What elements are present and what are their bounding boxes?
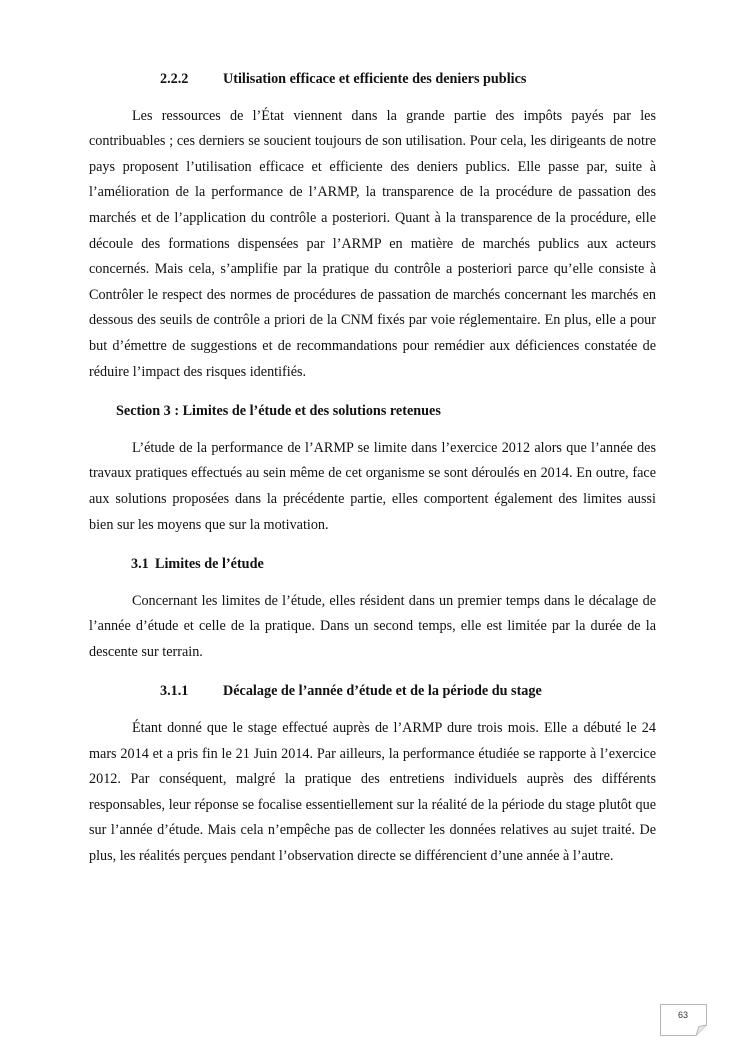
paragraph-3-1: Concernant les limites de l’étude, elles résident dans un premier temps dans le décalage de l’année d’étude et celle de la pratique. Dans un second temps, elle est limitée par la durée de la descente sur terrain. [89,592,656,660]
heading-title: Utilisation efficace et efficiente des deniers publics [223,71,527,87]
paragraph-3-1-1: Étant donné que le stage effectué auprès de l’ARMP dure trois mois. Elle a débuté le 24 mars 2014 et a pris fin le 21 Juin 2014. Par ailleurs, la performance étudiée se rapporte à l’exercice 2012. Par conséquent, malgré la pratique des entretiens individuels auprès des différents responsables, leur réponse se focalise essentiellement sur la réalité de la période du stage plutôt que sur l’année d’étude. Mais cela n’empêche pas de collecter les données relatives au sujet traité. De plus, les réalités perçues pendant l’observation directe se différencient d’une année à l’autre. [89,720,656,865]
heading-2-2-2 [89,67,656,93]
page-content [89,67,656,870]
heading-number: 2.2.2 [160,71,189,87]
page-number-box [660,1004,708,1036]
heading-3-1-1 [89,679,656,705]
heading-title: Décalage de l’année d’étude et de la période du stage [223,683,542,700]
heading-number: 3.1.1 [160,683,189,700]
heading-3-1 [89,552,656,578]
page-curl-icon [660,1004,708,1036]
heading-title: Limites de l’étude [155,556,264,573]
heading-section-3 [89,399,656,425]
page-number: 63 [677,1010,688,1020]
paragraph-section-3: L’étude de la performance de l’ARMP se limite dans l’exercice 2012 alors que l’année des travaux pratiques effectués au sein même de cet organisme se sont déroulés en 2014. En outre, face aux solutions proposées dans la précédente partie, elles comportent également des limites aussi bien sur les moyens que sur la motivation. [89,439,656,533]
heading-title: Section 3 : Limites de l’étude et des solutions retenues [116,403,441,420]
paragraph-2-2-2: Les ressources de l’État viennent dans la grande partie des impôts payés par les contribuables ; ces derniers se soucient toujours de son utilisation. Pour cela, les dirigeants de notre pays proposent l’utilisation efficace et efficiente des deniers publics. Elle passe par, suite à l’amélioration de la performance de l’ARMP, la transparence de la procédure de passation des marchés et de l’application du contrôle a posteriori. Quant à la transparence de la procédure, elle découle des formations dispensées par l’ARMP en matière de marchés publics aux acteurs concernés. Mais cela, s’amplifie par la pratique du contrôle a posteriori parce qu’elle consiste à Contrôler le respect des normes de procédures de passation de marchés concernant les marchés en dessous des seuils de contrôle a priori de la CNM fixés par voie réglementaire. En plus, elle a pour but d’émettre de suggestions et de recommandations pour remédier aux déficiences constatée de réduire l’impact des risques identifiés. [89,107,656,380]
heading-number: 3.1 [131,556,149,573]
